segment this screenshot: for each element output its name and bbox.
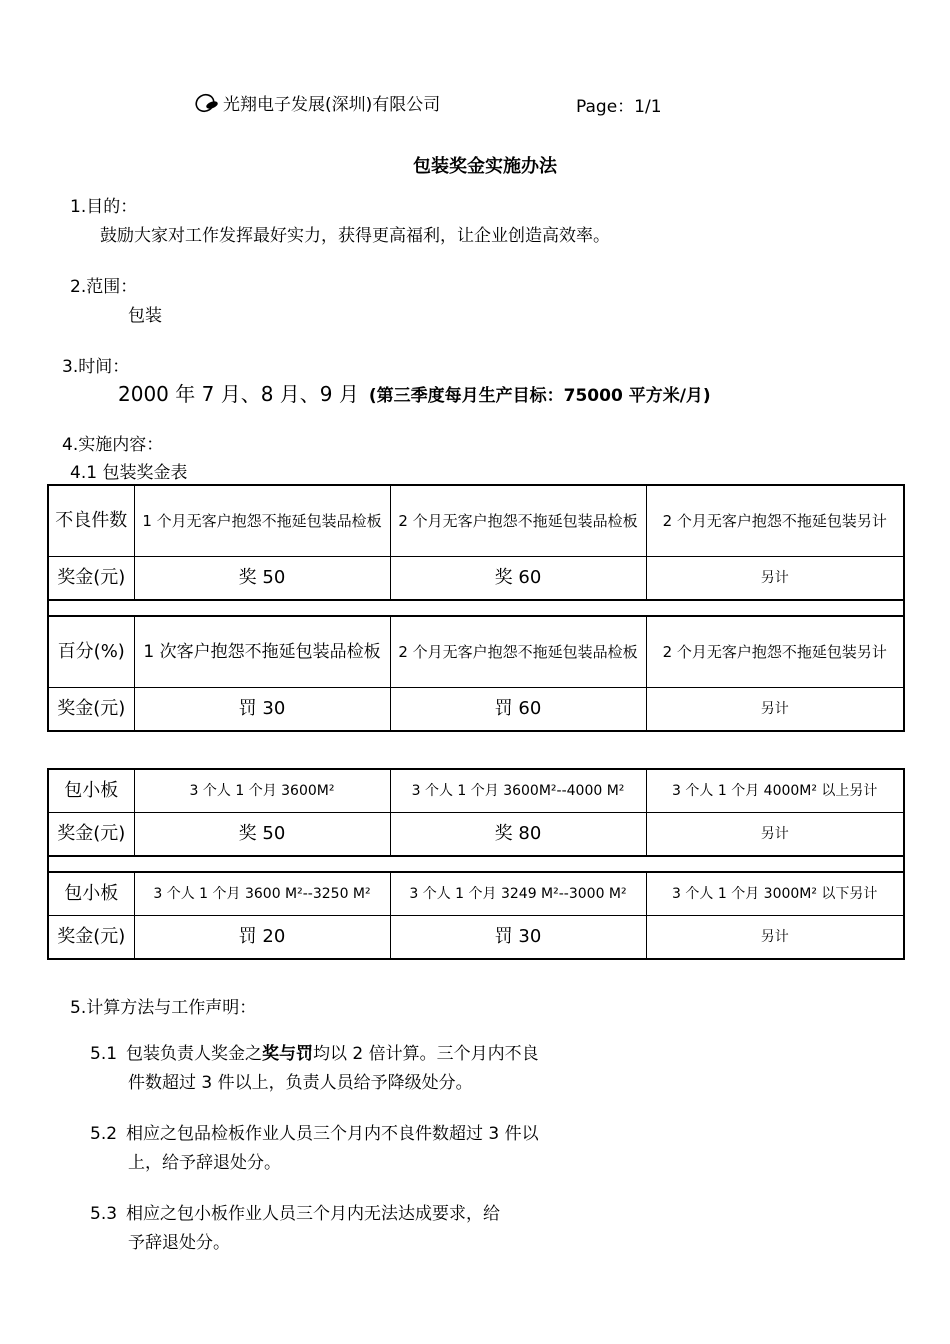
table-cell: 奖 60 (390, 557, 646, 601)
table-cell: 罚 30 (134, 688, 390, 732)
item-continuation: 上，给予辞退处分。 (128, 1153, 281, 1173)
item-text: 包装负责人奖金之 (126, 1044, 262, 1064)
item-continuation: 予辞退处分。 (128, 1233, 230, 1253)
item-bold-text: 奖与罚 (262, 1044, 313, 1064)
document-title: 包装奖金实施办法 (413, 156, 557, 177)
table-cell: 2 个月无客户抱怨不拖延包装另计 (646, 485, 904, 557)
calc-heading: 5.计算方法与工作声明： (70, 998, 257, 1018)
table-cell: 另计 (646, 813, 904, 857)
table-cell: 罚 60 (390, 688, 646, 732)
purpose-heading: 1.目的： (70, 197, 138, 217)
table-cell: 奖 50 (134, 557, 390, 601)
table-cell: 包小板 (48, 769, 134, 813)
content-heading: 4.实施内容： (62, 435, 164, 455)
table-cell: 3 个人 1 个月 3600M² (134, 769, 390, 813)
table-row (48, 872, 904, 916)
table-cell: 奖 50 (134, 813, 390, 857)
item-text: 相应之包小板作业人员三个月内无法达成要求，给 (126, 1204, 500, 1224)
table-separator (48, 600, 904, 616)
item-text: 相应之包品检板作业人员三个月内不良件数超过 3 件以 (126, 1124, 539, 1144)
table-row (48, 769, 904, 813)
table-cell: 百分(%) (48, 616, 134, 688)
time-text: 2000 年 7 月、8 月、9 月 (118, 382, 359, 406)
purpose-text: 鼓励大家对工作发挥最好实力，获得更高福利，让企业创造高效率。 (100, 226, 610, 246)
table-cell: 奖 80 (390, 813, 646, 857)
table-row (48, 557, 904, 601)
table-cell: 奖金(元) (48, 813, 134, 857)
bonus-table-quality (47, 484, 905, 732)
table-cell: 奖金(元) (48, 557, 134, 601)
table-cell: 3 个人 1 个月 3249 M²--3000 M² (390, 872, 646, 916)
table-cell: 1 次客户抱怨不拖延包装品检板 (134, 616, 390, 688)
item-continuation: 件数超过 3 件以上，负责人员给予降级处分。 (128, 1073, 473, 1093)
table-cell: 不良件数 (48, 485, 134, 557)
table-separator (48, 856, 904, 872)
table-cell: 3 个人 1 个月 3000M² 以下另计 (646, 872, 904, 916)
table-cell: 3 个人 1 个月 4000M² 以上另计 (646, 769, 904, 813)
company-name: 光翔电子发展(深圳)有限公司 (223, 95, 441, 115)
company-logo-icon (193, 92, 221, 119)
table-cell: 另计 (646, 688, 904, 732)
table-cell: 3 个人 1 个月 3600 M²--3250 M² (134, 872, 390, 916)
time-note: (第三季度每月生产目标：75000 平方米/月) (368, 386, 711, 406)
table-cell: 1 个月无客户抱怨不拖延包装品检板 (134, 485, 390, 557)
item-number: 5.2 (90, 1124, 118, 1144)
table-cell: 奖金(元) (48, 688, 134, 732)
table-heading: 4.1 包装奖金表 (70, 463, 188, 483)
table-cell: 另计 (646, 557, 904, 601)
table-cell: 罚 30 (390, 916, 646, 960)
table-row (48, 616, 904, 688)
item-number: 5.1 (90, 1044, 118, 1064)
table-cell: 包小板 (48, 872, 134, 916)
item-text: 均以 2 倍计算。三个月内不良 (313, 1044, 539, 1064)
scope-heading: 2.范围： (70, 277, 138, 297)
time-heading: 3.时间： (62, 357, 130, 377)
calc-item-3 (90, 1200, 500, 1258)
table-cell: 另计 (646, 916, 904, 960)
time-line (118, 378, 711, 407)
table-row (48, 485, 904, 557)
page-number: Page：1/1 (576, 97, 662, 117)
table-row (48, 688, 904, 732)
company-header (193, 90, 440, 119)
table-cell: 2 个月无客户抱怨不拖延包装另计 (646, 616, 904, 688)
table-row (48, 916, 904, 960)
table-cell: 奖金(元) (48, 916, 134, 960)
bonus-table-small-board (47, 768, 905, 960)
calc-item-2 (90, 1120, 539, 1178)
calc-item-1 (90, 1040, 539, 1098)
table-cell: 2 个月无客户抱怨不拖延包装品检板 (390, 616, 646, 688)
table-row (48, 813, 904, 857)
table-cell: 罚 20 (134, 916, 390, 960)
table-cell: 3 个人 1 个月 3600M²--4000 M² (390, 769, 646, 813)
table-cell: 2 个月无客户抱怨不拖延包装品检板 (390, 485, 646, 557)
scope-text: 包装 (128, 306, 162, 326)
item-number: 5.3 (90, 1204, 118, 1224)
